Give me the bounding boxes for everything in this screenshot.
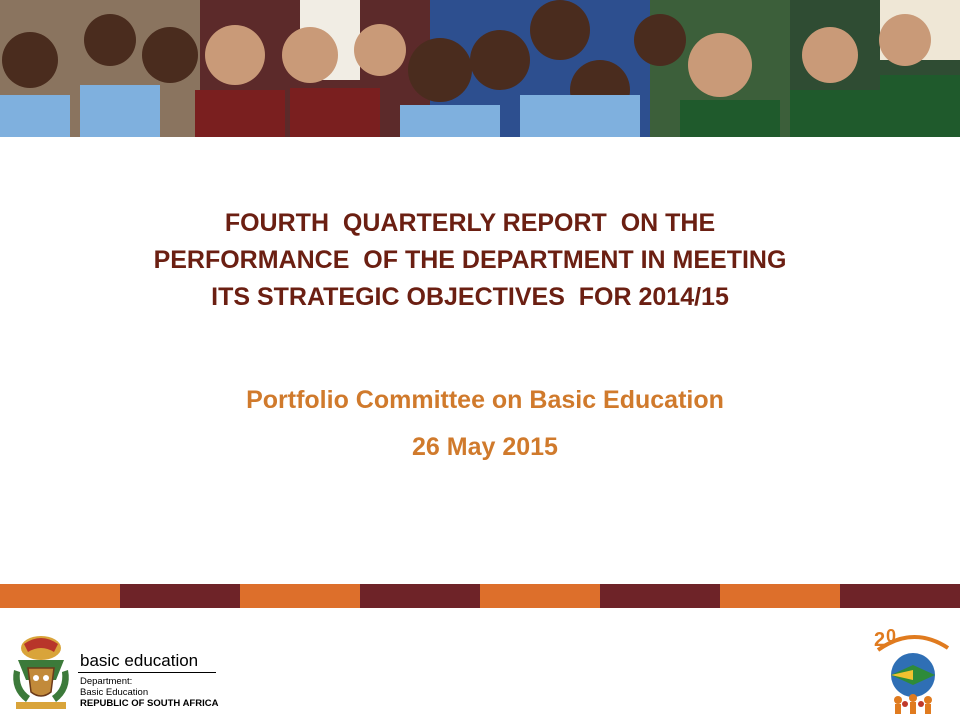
title-line-2: PERFORMANCE OF THE DEPARTMENT IN MEETING bbox=[153, 246, 787, 274]
stripe-segment-orange bbox=[0, 584, 120, 608]
title-line-3: ITS STRATEGIC OBJECTIVES FOR 2014/15 bbox=[211, 283, 729, 311]
slide-subtitle: Portfolio Committee on Basic Education bbox=[246, 386, 724, 414]
stripe-segment-maroon bbox=[120, 584, 240, 608]
header-photo-banner bbox=[0, 0, 960, 137]
stripe-segment-orange bbox=[720, 584, 840, 608]
stripe-segment-maroon bbox=[360, 584, 480, 608]
department-label: Department: bbox=[80, 676, 133, 687]
coat-of-arms-icon bbox=[6, 630, 76, 712]
slide-title bbox=[40, 205, 900, 316]
stripe-segment-orange bbox=[240, 584, 360, 608]
department-name: basic education bbox=[80, 651, 199, 670]
children-photo bbox=[0, 0, 960, 137]
department-divider bbox=[78, 672, 216, 673]
decorative-stripe bbox=[0, 584, 960, 608]
stripe-segment-maroon bbox=[600, 584, 720, 608]
department-title: Basic Education bbox=[80, 687, 149, 698]
slide-date: 26 May 2015 bbox=[412, 433, 558, 461]
country-name: REPUBLIC OF SOUTH AFRICA bbox=[80, 698, 219, 709]
stripe-segment-maroon bbox=[840, 584, 960, 608]
20-years-of-freedom-logo bbox=[868, 620, 958, 716]
title-line-1: FOURTH QUARTERLY REPORT ON THE bbox=[224, 209, 716, 237]
stripe-segment-orange bbox=[480, 584, 600, 608]
svg-text:0: 0 bbox=[886, 626, 897, 646]
svg-text:2: 2 bbox=[874, 629, 886, 651]
